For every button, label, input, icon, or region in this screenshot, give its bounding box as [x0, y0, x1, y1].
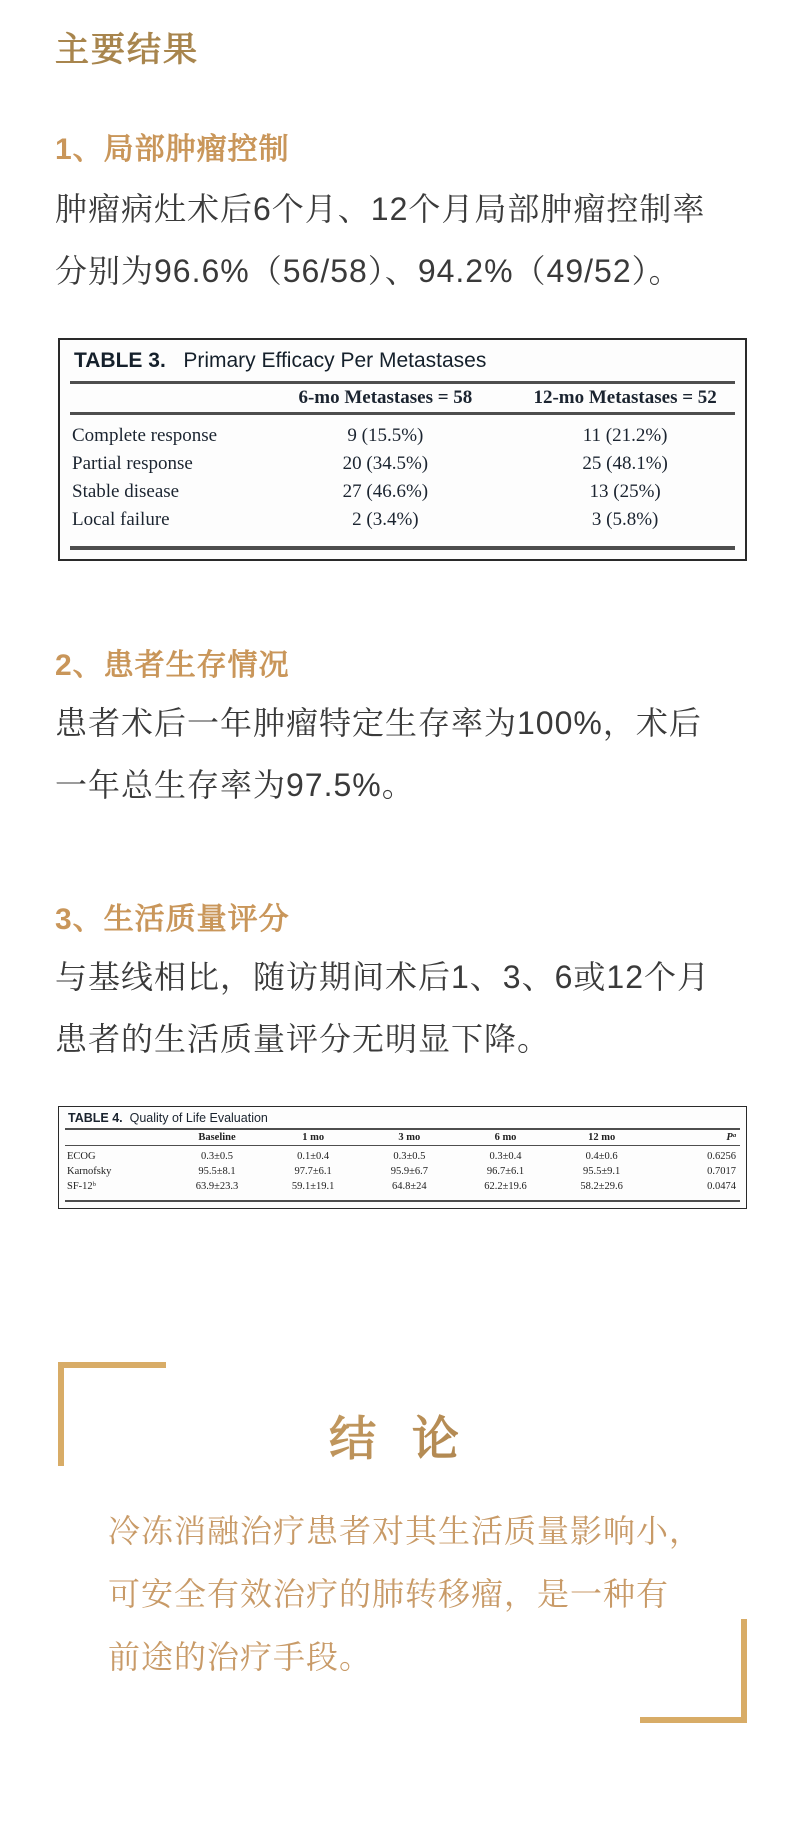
cell-p: 0.0474 [707, 1181, 736, 1192]
section3-heading: 3、生活质量评分 [55, 903, 290, 936]
cell-p: 0.6256 [707, 1151, 736, 1162]
row-label: SF-12ᵇ [67, 1181, 96, 1192]
paragraph-line: 肿瘤病灶术后6个月、12个月局部肿瘤控制率 [55, 191, 706, 227]
cell-12mo: 0.4±0.6 [585, 1151, 618, 1162]
row-label: Karnofsky [67, 1166, 112, 1177]
table4-label: TABLE 4. [68, 1111, 123, 1125]
conclusion-line: 前途的治疗手段。 [108, 1639, 373, 1675]
table-row [60, 422, 745, 450]
cell-1mo: 97.7±6.1 [294, 1166, 332, 1177]
paragraph-line: 患者的生活质量评分无明显下降。 [55, 1021, 551, 1057]
table3-header-12mo: 12-mo Metastases = 52 [533, 387, 717, 408]
section2-paragraph [55, 692, 755, 816]
row-label: Partial response [72, 453, 193, 474]
conclusion-line: 可安全有效治疗的肺转移瘤，是一种有 [108, 1576, 670, 1612]
cell-3mo: 0.3±0.5 [393, 1151, 426, 1162]
cell-1mo: 59.1±19.1 [291, 1181, 335, 1192]
section3-paragraph [55, 946, 755, 1070]
cell-6mo: 20 (34.5%) [342, 453, 429, 474]
paragraph-line: 患者术后一年肿瘤特定生存率为100%，术后 [55, 705, 702, 741]
conclusion-title: 结 论 [0, 1402, 800, 1469]
row-label: Complete response [72, 425, 218, 446]
cell-12mo: 11 (21.2%) [582, 425, 668, 446]
table4-header-baseline: Baseline [198, 1131, 236, 1143]
cell-12mo: 95.5±9.1 [583, 1166, 621, 1177]
cell-12mo: 58.2±29.6 [580, 1181, 623, 1192]
cell-12mo: 13 (25%) [589, 481, 661, 502]
table4-header-6mo: 6 mo [494, 1131, 517, 1143]
section1-heading: 1、局部肿瘤控制 [55, 133, 290, 166]
table-row [60, 478, 745, 506]
table4-header-1mo: 1 mo [302, 1131, 325, 1143]
cell-6mo: 2 (3.4%) [352, 509, 419, 530]
table3-header-row [60, 384, 745, 412]
cell-6mo: 27 (46.6%) [342, 481, 429, 502]
table-row [59, 1179, 746, 1194]
cell-6mo: 0.3±0.4 [489, 1151, 522, 1162]
table4 [58, 1106, 747, 1209]
table3-label: TABLE 3. [74, 349, 166, 372]
table4-title-text: Quality of Life Evaluation [129, 1111, 268, 1125]
table3-body [60, 415, 745, 539]
paragraph-line: 分别为96.6%（56/58）、94.2%（49/52）。 [55, 253, 682, 289]
table-row [59, 1164, 746, 1179]
cell-p: 0.7017 [707, 1166, 736, 1177]
cell-6mo: 96.7±6.1 [486, 1166, 525, 1177]
table3-header-6mo: 6-mo Metastases = 58 [298, 387, 473, 408]
cell-baseline: 95.5±8.1 [198, 1166, 236, 1177]
table-row [60, 506, 745, 534]
cell-12mo: 25 (48.1%) [582, 453, 668, 474]
table4-header-p: Pᵃ [726, 1131, 736, 1143]
cell-3mo: 64.8±24 [392, 1181, 427, 1192]
cell-1mo: 0.1±0.4 [297, 1151, 330, 1162]
cell-6mo: 62.2±19.6 [484, 1181, 527, 1192]
corner-bracket-bottom-right [640, 1619, 747, 1723]
row-label: ECOG [67, 1151, 96, 1162]
cell-6mo: 9 (15.5%) [347, 425, 424, 446]
table-row [60, 450, 745, 478]
table-row [59, 1149, 746, 1164]
row-label: Local failure [72, 509, 170, 530]
cell-3mo: 95.9±6.7 [390, 1166, 428, 1177]
conclusion-line: 冷冻消融治疗患者对其生活质量影响小， [108, 1513, 703, 1549]
table3-title-text: Primary Efficacy Per Metastases [183, 349, 487, 372]
section1-paragraph [55, 178, 755, 302]
paragraph-line: 与基线相比，随访期间术后1、3、6或12个月 [55, 959, 710, 995]
cell-12mo: 3 (5.8%) [591, 509, 659, 530]
page-title: 主要结果 [55, 32, 199, 69]
cell-baseline: 0.3±0.5 [200, 1151, 233, 1162]
cell-baseline: 63.9±23.3 [195, 1181, 239, 1192]
section2-heading: 2、患者生存情况 [55, 649, 290, 682]
table4-title [59, 1107, 746, 1128]
row-label: Stable disease [72, 481, 180, 502]
paragraph-line: 一年总生存率为97.5%。 [55, 767, 415, 803]
table3-title [60, 340, 745, 381]
table4-header-12mo: 12 mo [588, 1131, 616, 1143]
table4-body [59, 1146, 746, 1196]
table4-header-3mo: 3 mo [398, 1131, 421, 1143]
table3 [58, 338, 747, 561]
table4-header-row [59, 1130, 746, 1145]
